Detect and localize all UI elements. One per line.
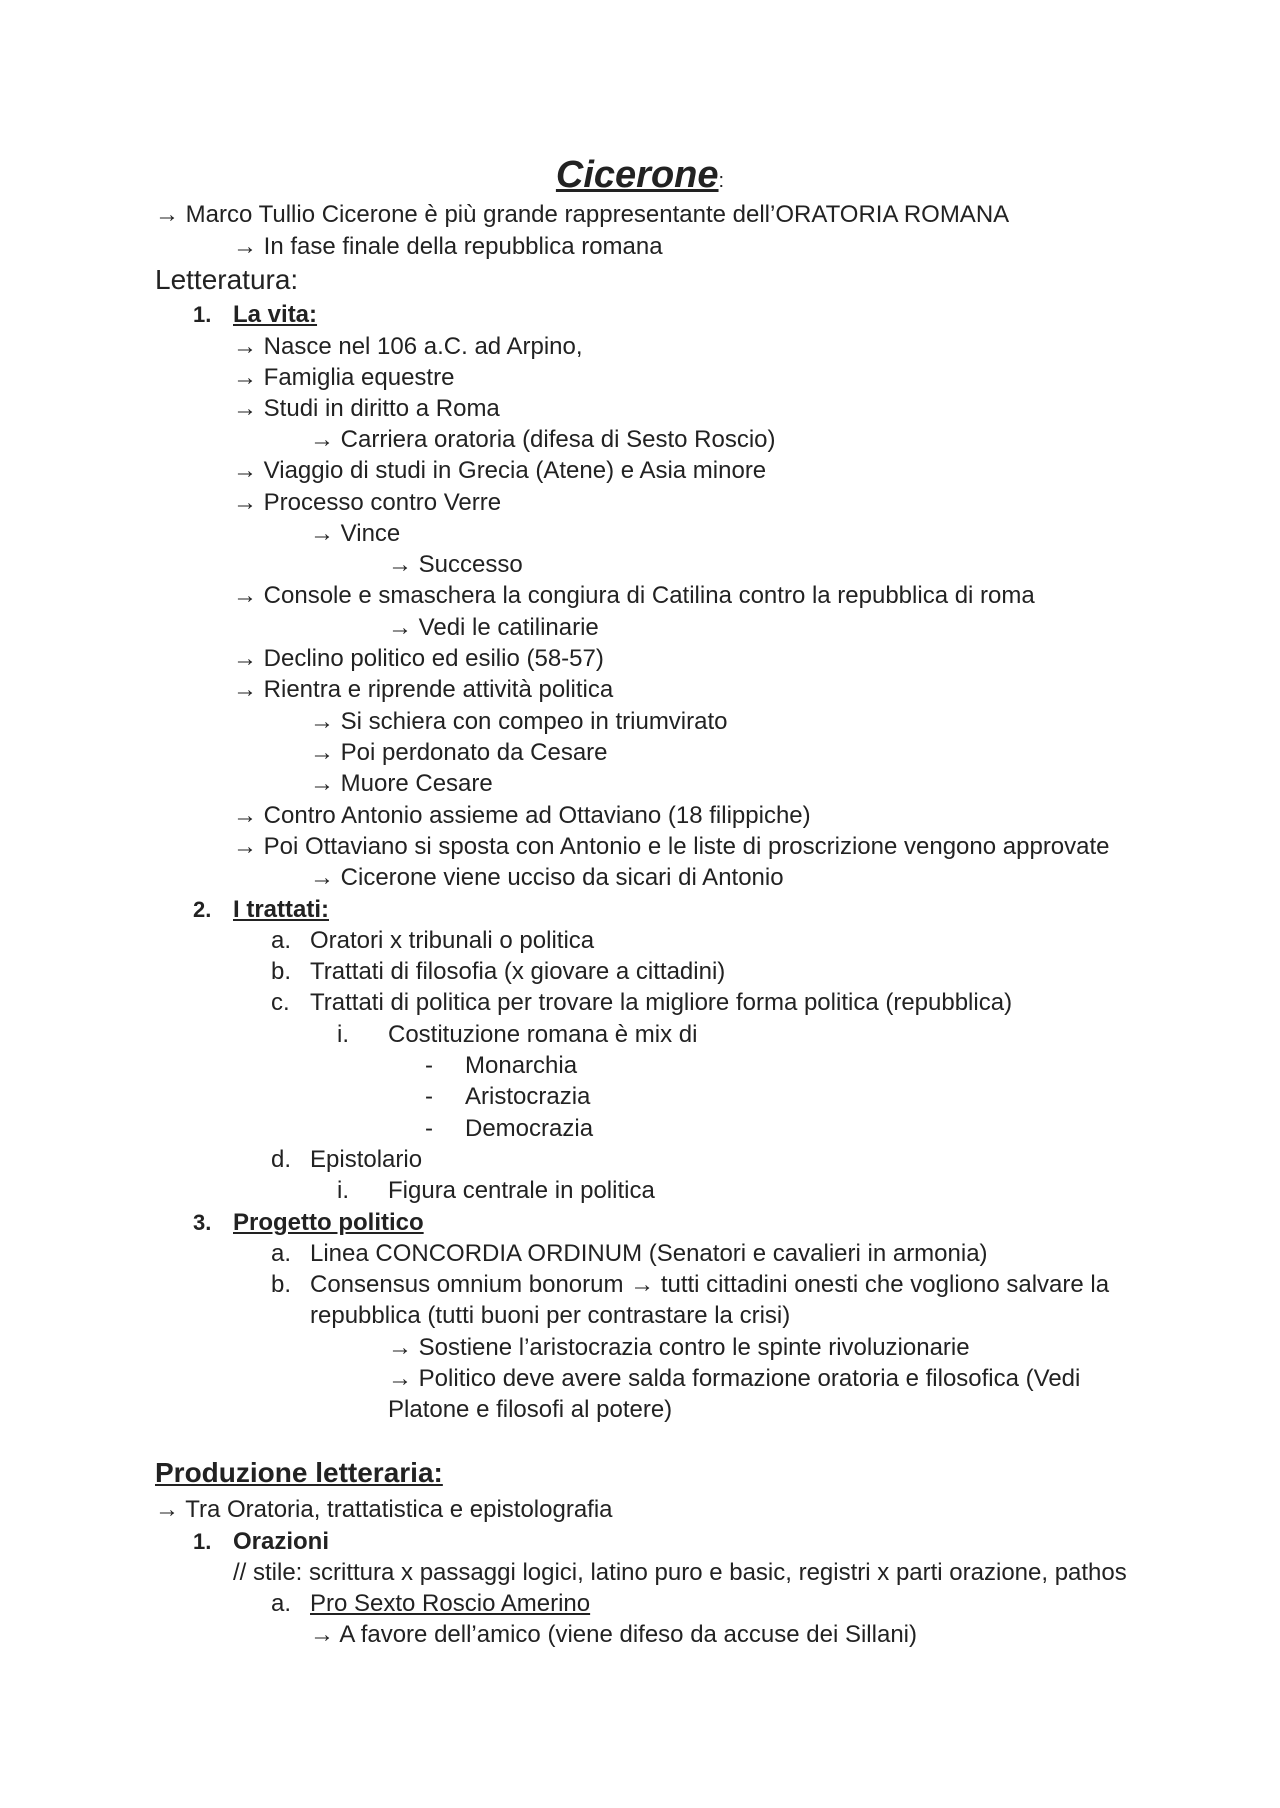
- intro-line: → Marco Tullio Cicerone è più grande rappresentante dell’ORATORIA ROMANA: [155, 201, 1010, 228]
- list-item: → Contro Antonio assieme ad Ottaviano (18 filippiche): [233, 802, 811, 829]
- intro-line: → In fase finale della repubblica romana: [233, 233, 663, 260]
- section-heading-letteratura: Letteratura:: [155, 264, 299, 295]
- list-item-continued: Platone e filosofi al potere): [388, 1396, 673, 1423]
- list-item: → Console e smaschera la congiura di Catilina contro la repubblica di roma: [233, 582, 1035, 609]
- list-item: Figura centrale in politica: [388, 1177, 655, 1204]
- subsection-heading-trattati: I trattati:: [233, 896, 329, 923]
- title-colon: :: [718, 170, 725, 192]
- list-item: → Vedi le catilinarie: [388, 614, 599, 641]
- style-note: // stile: scrittura x passaggi logici, latino puro e basic, registri x parti orazione, pathos: [233, 1559, 1127, 1586]
- list-marker: a.: [271, 927, 292, 954]
- list-item: Trattati di politica per trovare la migliore forma politica (repubblica): [310, 989, 1013, 1016]
- list-item: → Carriera oratoria (difesa di Sesto Roscio): [310, 426, 776, 453]
- list-item: → Nasce nel 106 a.C. ad Arpino,: [233, 333, 583, 360]
- list-marker: a.: [271, 1240, 292, 1267]
- list-marker: -: [425, 1052, 433, 1079]
- list-marker: -: [425, 1115, 433, 1142]
- list-item: → Poi perdonato da Cesare: [310, 739, 608, 766]
- subsection-heading-vita: La vita:: [233, 301, 318, 328]
- list-item: → Processo contro Verre: [233, 489, 502, 516]
- list-item: → Viaggio di studi in Grecia (Atene) e Asia minore: [233, 457, 767, 484]
- list-item-title: Pro Sexto Roscio Amerino: [310, 1590, 591, 1617]
- list-number: 2.: [193, 897, 212, 922]
- list-item: → A favore dell’amico (viene difeso da accuse dei Sillani): [310, 1621, 917, 1648]
- subsection-heading-orazioni: Orazioni: [233, 1528, 330, 1555]
- list-item: → Famiglia equestre: [233, 364, 455, 391]
- list-marker: a.: [271, 1590, 292, 1617]
- list-marker: b.: [271, 1271, 292, 1298]
- list-marker: i.: [337, 1021, 349, 1048]
- intro-line: → Tra Oratoria, trattatistica e epistolografia: [155, 1496, 613, 1523]
- list-item: → Declino politico ed esilio (58-57): [233, 645, 604, 672]
- list-item: → Si schiera con compeo in triumvirato: [310, 708, 728, 735]
- section-heading-produzione: Produzione letteraria:: [155, 1457, 443, 1488]
- list-item: Oratori x tribunali o politica: [310, 927, 595, 954]
- list-marker: b.: [271, 958, 292, 985]
- list-item: → Rientra e riprende attività politica: [233, 676, 614, 703]
- list-marker: d.: [271, 1146, 292, 1173]
- list-item-continued: repubblica (tutti buoni per contrastare la crisi): [310, 1302, 791, 1329]
- list-item: → Successo: [388, 551, 523, 578]
- list-number: 1.: [193, 1529, 212, 1554]
- list-item: → Studi in diritto a Roma: [233, 395, 500, 422]
- list-number: 3.: [193, 1210, 212, 1235]
- title-text: Cicerone: [555, 154, 719, 196]
- list-item: Costituzione romana è mix di: [388, 1021, 698, 1048]
- list-item: Aristocrazia: [465, 1083, 591, 1110]
- list-item: Democrazia: [465, 1115, 594, 1142]
- list-number: 1.: [193, 302, 212, 327]
- subsection-heading-progetto: Progetto politico: [233, 1209, 424, 1236]
- list-item: → Muore Cesare: [310, 770, 493, 797]
- list-item: Epistolario: [310, 1146, 423, 1173]
- list-marker: -: [425, 1083, 433, 1110]
- list-item: → Cicerone viene ucciso da sicari di Antonio: [310, 864, 784, 891]
- list-item: → Vince: [310, 520, 401, 547]
- list-item: Monarchia: [465, 1052, 578, 1079]
- list-item: → Politico deve avere salda formazione oratoria e filosofica (Vedi: [388, 1365, 1081, 1392]
- list-marker: i.: [337, 1177, 349, 1204]
- page-title: [0, 152, 1280, 204]
- list-marker: c.: [271, 989, 290, 1016]
- list-item: → Sostiene l’aristocrazia contro le spinte rivoluzionarie: [388, 1334, 970, 1361]
- list-item: Trattati di filosofia (x giovare a cittadini): [310, 958, 726, 985]
- list-item: → Poi Ottaviano si sposta con Antonio e le liste di proscrizione vengono approvate: [233, 833, 1110, 860]
- list-item: Linea CONCORDIA ORDINUM (Senatori e cavalieri in armonia): [310, 1240, 988, 1267]
- list-item: Consensus omnium bonorum → tutti cittadini onesti che vogliono salvare la: [310, 1271, 1110, 1298]
